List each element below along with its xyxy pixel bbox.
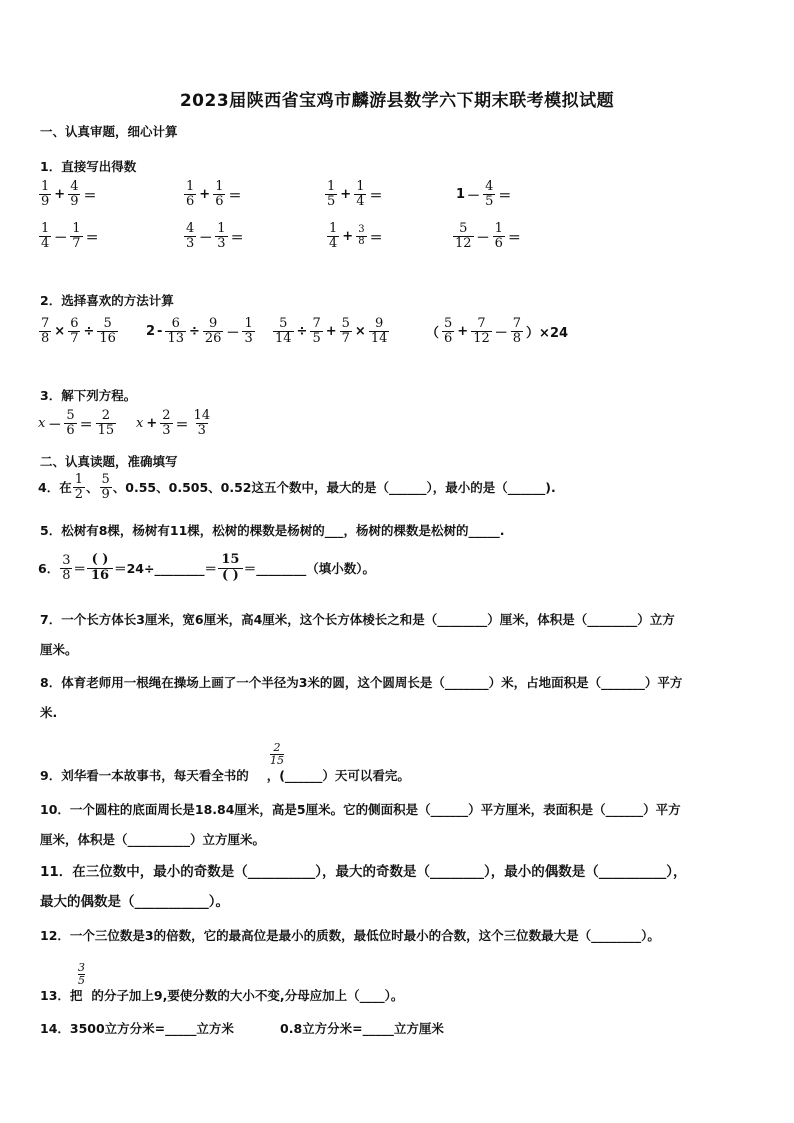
fraction: $\frac{5}{6}$ (444, 316, 453, 346)
fraction: $\frac{1}{7}$ (72, 221, 81, 251)
blank-fraction[interactable]: $\frac{( )}{16}$ (87, 553, 113, 584)
q1-r2-b: $\frac{4}{3}$ － $\frac{1}{3}$ ＝ (186, 221, 244, 251)
q9: 9．刘华看一本故事书，每天看全书的 ，(______）天可以看完。 (40, 768, 410, 783)
q12: 12．一个三位数是3的倍数，它的最高位是最小的质数，最低位时最小的合数，这个三位数最大是（________）。 (40, 928, 660, 943)
q2-expr-1: $\frac{7}{8}$ × $\frac{6}{7}$ ÷ $\frac{5}{16}$ (41, 316, 116, 346)
q6: 6． $\frac{3}{8}$ ＝ $\frac{( )}{16}$ ＝24÷________＝ $\frac{15}{( )}$ ＝________（填小数）。 (38, 552, 376, 583)
q1-r1-b: $\frac{1}{6}$ + $\frac{1}{6}$ ＝ (186, 179, 242, 209)
fraction: $\frac{1}{4}$ (329, 221, 338, 251)
fraction: $\frac{1}{5}$ (327, 179, 336, 209)
q13-fraction: $\frac{3}{5}$ (78, 961, 85, 987)
q3-equation-2: x + $\frac{2}{3}$ ＝ $\frac{14}{3}$ (136, 408, 211, 438)
q1-r1-d: 1 － $\frac{4}{5}$ ＝ (456, 179, 512, 209)
fraction: $\frac{9}{26}$ (204, 316, 222, 346)
blank-fraction[interactable]: $\frac{15}{( )}$ (218, 553, 243, 584)
q5: 5．松树有8棵，杨树有11棵，松树的棵数是杨树的___，杨树的棵数是松树的_____. (40, 523, 505, 538)
q2-expr-3: $\frac{5}{14}$ ÷ $\frac{7}{5}$ + $\frac{5}{7}$ × $\frac{9}{14}$ (275, 316, 388, 346)
q3-equation-1: x － $\frac{5}{6}$ ＝ $\frac{2}{15}$ (38, 408, 115, 438)
fraction: $\frac{4}{5}$ (485, 179, 494, 209)
fraction: $\frac{1}{9}$ (41, 179, 50, 209)
fraction: $\frac{5}{9}$ (101, 472, 110, 502)
fraction: $\frac{1}{3}$ (244, 316, 253, 346)
fraction: $\frac{1}{3}$ (217, 221, 226, 251)
fraction: $\frac{7}{12}$ (473, 316, 490, 346)
q2-label: 2．选择喜欢的方法计算 (40, 293, 174, 308)
q1-r2-a: $\frac{1}{4}$ － $\frac{1}{7}$ ＝ (41, 221, 99, 251)
fraction: $\frac{4}{9}$ (70, 179, 79, 209)
q2-expr-4: （ $\frac{5}{6}$ + $\frac{7}{12}$ － $\frac{7}{8}$ ）×24 (426, 316, 569, 346)
q2-expr-2: 2 - $\frac{6}{13}$ ÷ $\frac{9}{26}$ － $\frac{1}{3}$ (146, 316, 253, 346)
q1-label: 1．直接写出得数 (40, 159, 137, 174)
q4: 4．在 $\frac{1}{2}$ 、 $\frac{5}{9}$ 、0.55、0.505、0.52这五个数中，最大的是（______），最小的是（______). (38, 472, 556, 502)
fraction: $\frac{5}{6}$ (66, 408, 75, 438)
q7: 7．一个长方体长3厘米，宽6厘米，高4厘米，这个长方体棱长之和是（________）厘米，体积是（________）立方 厘米。 (40, 612, 675, 657)
q1-r1-a: $\frac{1}{9}$ + $\frac{4}{9}$ ＝ (41, 179, 97, 209)
fraction: $\frac{7}{8}$ (512, 316, 522, 346)
q10: 10．一个圆柱的底面周长是18.84厘米，高是5厘米。它的侧面积是（______）平方厘米，表面积是（______）平方 厘米，体积是（__________）立方厘米。 (40, 802, 681, 847)
q14-part-a: 14．3500立方分米=_____立方米 (40, 1021, 234, 1036)
fraction: $\frac{5}{12}$ (455, 221, 472, 251)
q1-r1-c: $\frac{1}{5}$ + $\frac{1}{4}$ ＝ (327, 179, 383, 209)
q11: 11．在三位数中，最小的奇数是（__________），最大的奇数是（________），最小的偶数是（__________）， 最大的偶数是（___________）。 (40, 864, 687, 910)
fraction: $\frac{1}{4}$ (41, 221, 50, 251)
q3-label: 3．解下列方程。 (40, 388, 137, 403)
fraction: $\frac{1}{2}$ (74, 472, 83, 502)
fraction: $\frac{1}{6}$ (494, 221, 503, 251)
fraction: $\frac{5}{7}$ (341, 316, 350, 346)
q1-r2-d: $\frac{5}{12}$ － $\frac{1}{6}$ ＝ (455, 221, 521, 251)
q1-r2-c: $\frac{1}{4}$ + $\frac{3}{8}$ ＝ (329, 221, 383, 251)
q13: 13．把 的分子加上9,要使分数的大小不变,分母应加上（____）。 (40, 988, 404, 1003)
fraction: $\frac{2}{15}$ (97, 408, 115, 438)
fraction: $\frac{2}{3}$ (162, 408, 171, 438)
q14-part-b: 0.8立方分米=_____立方厘米 (280, 1021, 444, 1036)
fraction: $\frac{1}{4}$ (356, 179, 365, 209)
fraction: $\frac{7}{5}$ (312, 316, 321, 346)
page-title: 2023届陕西省宝鸡市麟游县数学六下期末联考模拟试题 (179, 91, 615, 111)
fraction: $\frac{3}{8}$ (358, 224, 365, 247)
fraction: $\frac{7}{8}$ (41, 316, 50, 346)
fraction: $\frac{5}{14}$ (275, 316, 292, 346)
section-2-heading: 二、认真读题，准确填写 (40, 454, 178, 469)
fraction: $\frac{4}{3}$ (186, 221, 195, 251)
q8: 8．体育老师用一根绳在操场上画了一个半径为3米的圆，这个圆周长是（_______）米，占地面积是（_______）平方 米. (40, 675, 683, 720)
fraction: $\frac{5}{16}$ (99, 316, 116, 346)
section-1-heading: 一、认真审题，细心计算 (40, 124, 178, 139)
fraction: $\frac{1}{6}$ (215, 179, 224, 209)
fraction: $\frac{6}{13}$ (167, 316, 184, 346)
q9-fraction: $\frac{2}{15}$ (270, 741, 284, 767)
fraction: $\frac{6}{7}$ (70, 316, 79, 346)
fraction: $\frac{14}{3}$ (193, 408, 211, 438)
fraction: $\frac{3}{8}$ (62, 553, 71, 583)
fraction: $\frac{1}{6}$ (186, 179, 195, 209)
fraction: $\frac{9}{14}$ (370, 316, 388, 346)
